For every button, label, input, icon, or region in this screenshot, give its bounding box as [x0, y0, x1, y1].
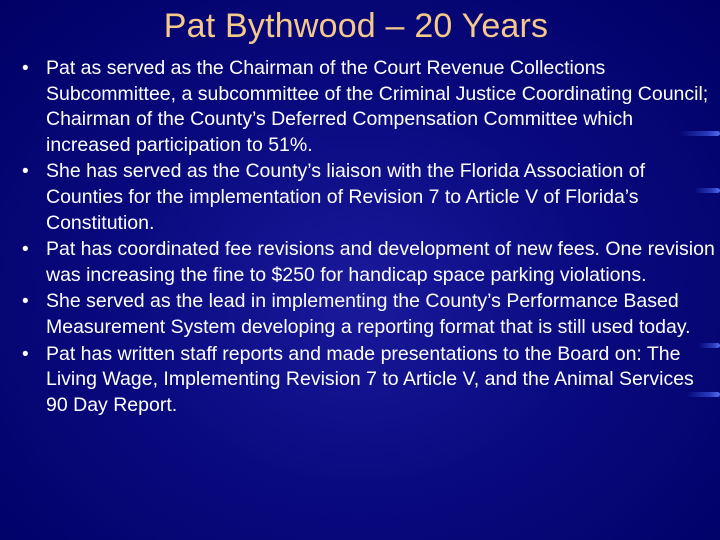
bullet-text: Pat has written staff reports and made presentations to the Board on: The Living Wage, Implementing Revision 7 to Article V, and the Animal Services 90 Day Report. [46, 342, 694, 416]
bullet-list [22, 56, 716, 419]
bullet-item [22, 159, 716, 236]
bullet-text: Pat as served as the Chairman of the Court Revenue Collections Subcommittee, a subcommittee of the Criminal Justice Coordinating Council; Chairman of the County’s Deferred Compensation Committee which increased participation to 51%. [46, 57, 709, 156]
bullet-item [22, 342, 716, 419]
bullet-icon: • [22, 291, 29, 313]
bullet-item [22, 289, 716, 340]
bullet-item [22, 56, 716, 158]
bullet-icon: • [22, 239, 29, 261]
bullet-icon: • [22, 161, 29, 183]
bullet-text: Pat has coordinated fee revisions and development of new fees. One revision was increasing the fine to $250 for handicap space parking violations. [46, 238, 715, 286]
bullet-text: She served as the lead in implementing the County’s Performance Based Measurement System developing a reporting format that is still used today. [46, 290, 691, 338]
bullet-icon: • [22, 58, 29, 79]
bullet-icon: • [22, 343, 29, 365]
slide-title: Pat Bythwood – 20 Years [163, 7, 549, 45]
bullet-text: She has served as the County’s liaison with the Florida Association of Counties for the implementation of Revision 7 to Article V of Florida’s Constitution. [46, 160, 646, 234]
bullet-item [22, 237, 716, 288]
